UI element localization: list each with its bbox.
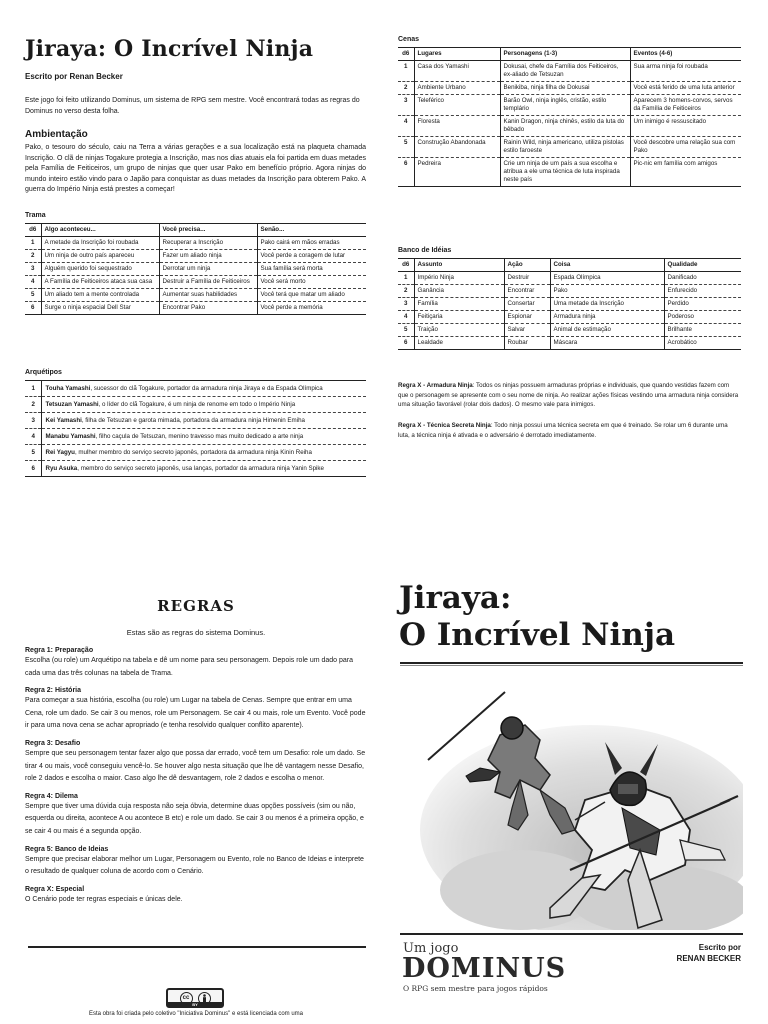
rule-heading: Regra 2: História (25, 687, 82, 695)
table-row: 2 Ganância Encontrar Pako Enfurecido (398, 285, 741, 298)
rule-text: Sempre que precisar elaborar melhor um Lugar, Personagem ou Evento, role no Banco de Ideias e interprete o resultado de qualquer coluna de acordo com o Cenário. (25, 855, 364, 876)
table-row: 5 Traição Salvar Animal de estimação Brilhante (398, 324, 741, 337)
cover-title-line2: O Incrível Ninja (399, 617, 676, 653)
table-row: 6 Surge o ninja espacial Dell Star Encontrar Pako Você perde a memória (25, 302, 366, 315)
banco-label: Banco de Idéias (398, 247, 452, 254)
cc-by-label: BY (168, 1002, 222, 1007)
rule-heading: Regra 3: Desafio (25, 739, 81, 747)
trama-header: Algo aconteceu... (41, 224, 159, 237)
rule-item (25, 845, 366, 879)
table-row: 1 A metade da Inscrição foi roubada Recuperar a Inscrição Pako cairá em mãos erradas (25, 237, 366, 250)
trama-header: Senão... (257, 224, 366, 237)
table-row: 6 Ryu Asuka, membro do serviço secreto japonês, usa lanças, portador da armadura ninja Yanin Spike (25, 461, 366, 477)
table-row: 3 Alguém querido foi sequestrado Derrotar um ninja Sua família será morta (25, 263, 366, 276)
table-row: 1 Império Ninja Destruir Espada Olímpica Danificado (398, 272, 741, 285)
table-row: 4 A Família de Feiticeiros ataca sua casa Destruir a Família de Feiticeiros Você será morto (25, 276, 366, 289)
cenas-header: Lugares (414, 48, 500, 61)
table-row: 2 Tetsuzan Yamashi, o líder do clã Togakure, é um ninja de renome em todo o Império Ninja (25, 397, 366, 413)
table-row: 2 Um ninja de outro país apareceu Fazer um aliado ninja Você perde a coragem de lutar (25, 250, 366, 263)
special-rule-tecnica: Regra X - Técnica Secreta Ninja: Todo ninja possui uma técnica secreta em que é treinado. Se rolar um 6 durante uma luta, a técnica ninja é ativada e o adversário é derrotado imediatamente. (398, 422, 728, 439)
cenas-table (398, 47, 741, 187)
cover-divider-bottom (400, 933, 743, 936)
setting-heading: Ambientação (25, 129, 88, 140)
rule-text: Sempre que tiver uma dúvida cuja resposta não seja óbvia, determine duas opções possíveis (sim ou não, esquerda ou direita, acontece A ou acontece B etc) e role um dado. Se cair 3 ou menos é a primeira opção, e se cair 4 ou mais é a segunda opção. (25, 802, 364, 835)
rule-text: Sempre que seu personagem tentar fazer algo que possa dar errado, você tem um Desafio: role um dado. Se tirar 4 ou mais, você conseguiu vencê-lo. Se houver algo nesta situação que lhe dê vantagem nesse Desafio, role 2 dados e escolha o maior. Caso algo lhe dê desvantagem, role 2 dados e escolha o menor. (25, 749, 366, 783)
cover-author: RENAN BECKER (676, 954, 741, 963)
banco-header: d6 (398, 259, 414, 272)
rule-text: O Cenário pode ter regras especiais e únicas dele. (25, 895, 183, 903)
cc-license-badge (166, 988, 224, 1008)
table-row: 3 Família Consertar Uma metade da Inscrição Perdido (398, 298, 741, 311)
cover-title-line1: Jiraya: (399, 580, 512, 616)
ninja-illustration (400, 680, 743, 930)
rule-heading: Regra X: Especial (25, 885, 85, 893)
cenas-header: d6 (398, 48, 414, 61)
page-title: Jiraya: O Incrível Ninja (25, 36, 314, 62)
special-rule-armadura: Regra X - Armadura Ninja: Todos os ninjas possuem armaduras próprias e individuais, que quando vestidas fazem com que o personagem se apresente com o seu nome de ninja. Ao realizar ações físicas vestindo uma armadura ninja considera uma situação favorável (rolar dois dados). O mesmo vale para inimigos. (398, 382, 739, 409)
banco-table (398, 258, 741, 350)
table-row: 4 Floresta Kanin Dragon, ninja chinês, estilo da luta do bêbado Um inimigo é ressuscitado (398, 116, 741, 137)
trama-label: Trama (25, 212, 46, 219)
banco-header: Assunto (414, 259, 504, 272)
rule-heading: Regra 4: Dilema (25, 792, 78, 800)
rule-heading: Regra 1: Preparação (25, 647, 94, 654)
table-row: 4 Feitiçaria Espionar Armadura ninja Poderoso (398, 311, 741, 324)
rules-title: REGRAS (157, 597, 235, 615)
rule-item (25, 885, 366, 907)
table-row: 3 Teleférico Barão Owl, ninja inglês, cristão, estilo templário Aparecem 3 homens-corvos, servos da Família de Feiticeiros (398, 95, 741, 116)
author-line: Escrito por Renan Becker (25, 72, 123, 81)
table-row: 1 Touha Yamashi, sucessor do clã Togakure, portador da armadura ninja Jiraya e da Espada Olímpica (25, 381, 366, 397)
trama-table (25, 223, 366, 315)
dominus-logo: DOMINUS (402, 953, 567, 984)
rules-list (25, 646, 366, 906)
arquetipos-label: Arquétipos (25, 369, 62, 376)
intro-text: Este jogo foi feito utilizando Dominus, um sistema de RPG sem mestre. Você encontrará todas as regras do Dominus no verso desta folha. (25, 97, 360, 115)
table-row: 6 Lealdade Roubar Máscara Acrobático (398, 337, 741, 350)
um-jogo-label: Um jogo (403, 941, 459, 956)
trama-header: Você precisa... (159, 224, 257, 237)
table-row: 2 Ambiente Urbano Benikiba, ninja filha de Dokusai Você está ferido de uma luta anterior (398, 82, 741, 95)
trama-header: d6 (25, 224, 41, 237)
table-row: 3 Kei Yamashi, filha de Tetsuzan e garota mimada, portadora da armadura ninja Himenin Emiha (25, 413, 366, 429)
rule-text: Para começar a sua história, escolha (ou role) um Lugar na tabela de Cenas. Sempre que entrar em uma Cena, role um dado. Se cair 3 ou menos, role um Personagem. Se cair 4 ou mais, role um Evento. Você pode ir para uma nova cena se achar apropriado (e tenha resolvido qualquer conflito aparente). (25, 697, 366, 730)
ninja-fight-image (400, 680, 743, 930)
table-row: 1 Casa dos Yamashi Dokusai, chefe da Família dos Feiticeiros, ex-aliado de Tetsuzan Sua arma ninja foi roubada (398, 61, 741, 82)
rule-item (25, 792, 366, 839)
rule-heading: Regra 5: Banco de Ideias (25, 845, 109, 853)
arquetipos-table (25, 380, 366, 477)
rule-item (25, 686, 366, 733)
rules-subtitle: Estas são as regras do sistema Dominus. (126, 628, 266, 637)
written-by-label: Escrito por (698, 943, 741, 952)
rule-item (25, 739, 366, 786)
rules-divider (28, 946, 366, 948)
dominus-tagline: O RPG sem mestre para jogos rápidos (403, 984, 548, 993)
rule-text: Escolha (ou role) um Arquétipo na tabela e dê um nome para seu personagem. Depois role um dado para cada uma das três colunas na tabela de Trama. (25, 657, 354, 677)
table-row: 5 Um aliado tem a mente controlada Aumentar suas habilidades Você terá que matar um aliado (25, 289, 366, 302)
setting-text: Pako, o tesouro do século, caiu na Terra a várias gerações e a sua localização está na plaqueta chamada Inscrição. O clã de ninjas Togakure protegia a Inscrição, mas nos dias atuais ela foi partida em duas metades pela Família de Feiticeiros, um grupo de ninjas que quer usar Pako em benefício próprio. Agora ninjas do mundo inteiro estão vindo para o Japão para conquistar as duas metades da Inscrição para obterem Pako. A guerra do Império Ninja está prestes a começar! (25, 144, 366, 194)
rule-item (25, 646, 366, 680)
table-row: 6 Pedreira Crie um ninja de um país a sua escolha e atribua a ele uma técnica de luta inspirada neste país Pic-nic em família com amigos (398, 158, 741, 187)
cenas-header: Personagens (1-3) (500, 48, 630, 61)
license-text: Esta obra foi criada pelo coletivo "Iniciativa Dominus" e está licenciada com uma (88, 1011, 304, 1017)
table-row: 5 Construção Abandonada Rainin Wild, ninja americano, utiliza pistolas estilo faroeste Você descobre uma relação sua com Pako (398, 137, 741, 158)
table-row: 4 Manabu Yamashi, filho caçula de Tetsuzan, menino travesso mas muito dedicado a arte ninja (25, 429, 366, 445)
cenas-label: Cenas (398, 36, 420, 43)
table-row: 5 Rei Yagyu, mulher membro do serviço secreto japonês, portadora da armadura ninja Kinin Reiha (25, 445, 366, 461)
cover-divider (400, 662, 743, 666)
cc-icon: cc (180, 992, 193, 1005)
cenas-header: Eventos (4-6) (630, 48, 741, 61)
banco-header: Ação (504, 259, 550, 272)
banco-header: Coisa (550, 259, 664, 272)
banco-header: Qualidade (664, 259, 741, 272)
